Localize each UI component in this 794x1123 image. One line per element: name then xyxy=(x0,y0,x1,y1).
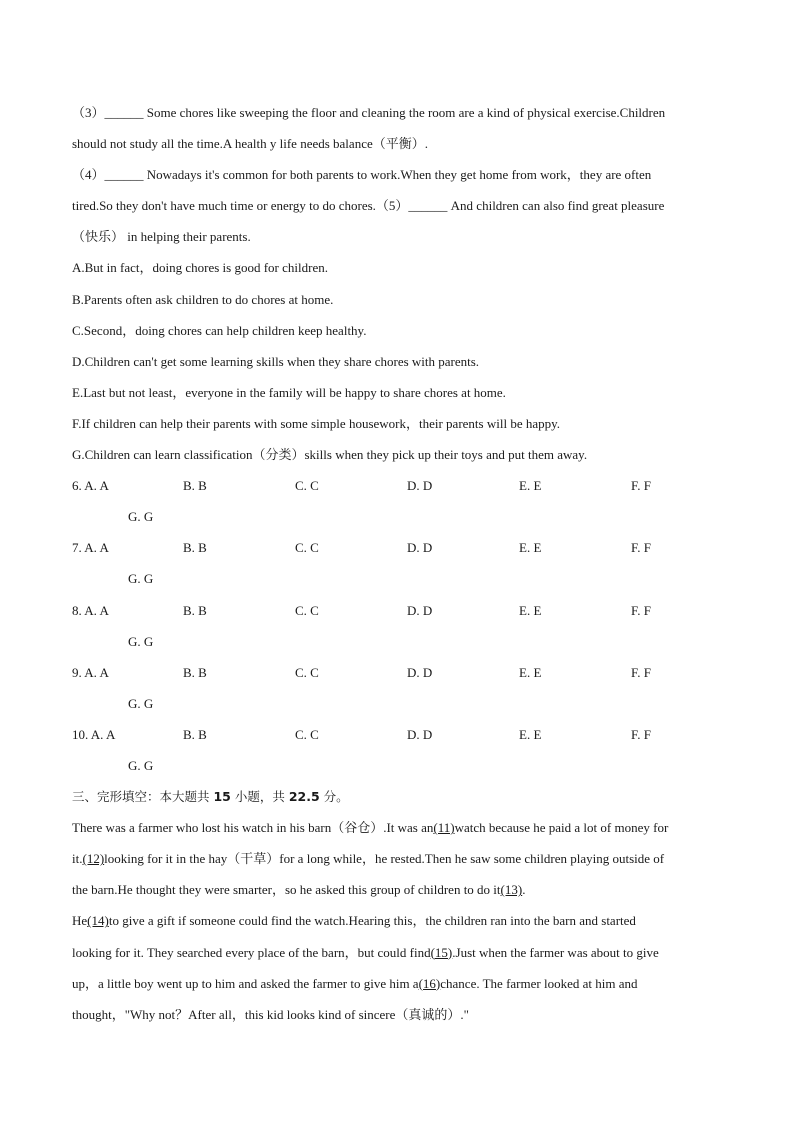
option-g[interactable]: G. G xyxy=(128,757,154,773)
section-count: 15 xyxy=(213,789,231,805)
option-g[interactable]: G. G xyxy=(128,509,154,525)
option-a[interactable]: 6. A. A xyxy=(72,478,109,494)
option-c[interactable]: C. C xyxy=(295,478,319,494)
cloze-line: thought，"Why not？After all，this kid looks kind of sincere（真诚的）." xyxy=(72,1006,469,1022)
section-suffix: 分。 xyxy=(319,789,349,805)
question-8-options-2 xyxy=(72,626,722,657)
passage-line: should not study all the time.A health y life needs balance（平衡）. xyxy=(72,136,428,152)
question-6-options xyxy=(72,470,722,501)
option-f[interactable]: F. F xyxy=(631,664,651,680)
option-b[interactable]: B. B xyxy=(183,478,207,494)
section-prefix: 三、完形填空：本大题共 xyxy=(72,789,214,805)
choice-d: D.Children can't get some learning skills when they share chores with parents. xyxy=(72,353,480,369)
option-b[interactable]: B. B xyxy=(183,602,207,618)
cloze-line: There was a farmer who lost his watch in his barn（谷仓）.It was an(11)watch because he paid a lot of money for xyxy=(72,820,669,836)
cloze-line: He(14)to give a gift if someone could find the watch.Hearing this，the children ran into the barn and started xyxy=(72,913,636,929)
question-10-options-2 xyxy=(72,750,722,781)
choice-a: A.But in fact，doing chores is good for children. xyxy=(72,260,328,276)
option-c[interactable]: C. C xyxy=(295,664,319,680)
option-a[interactable]: 8. A. A xyxy=(72,602,109,618)
option-e[interactable]: E. E xyxy=(519,602,542,618)
option-e[interactable]: E. E xyxy=(519,664,542,680)
question-6-options-2 xyxy=(72,501,722,532)
option-b[interactable]: B. B xyxy=(183,540,207,556)
choice-g: G.Children can learn classification（分类）skills when they pick up their toys and put them away. xyxy=(72,447,588,463)
option-a[interactable]: 10. A. A xyxy=(72,726,116,742)
option-c[interactable]: C. C xyxy=(295,726,319,742)
blank-12[interactable]: (12) xyxy=(82,851,105,867)
option-g[interactable]: G. G xyxy=(128,571,154,587)
option-g[interactable]: G. G xyxy=(128,695,154,711)
option-e[interactable]: E. E xyxy=(519,540,542,556)
question-9-options xyxy=(72,657,722,688)
blank-15[interactable]: (15) xyxy=(430,944,453,960)
option-c[interactable]: C. C xyxy=(295,540,319,556)
section-heading xyxy=(72,781,722,812)
option-b[interactable]: B. B xyxy=(183,726,207,742)
question-8-options xyxy=(72,595,722,626)
option-f[interactable]: F. F xyxy=(631,602,651,618)
passage-line: （3）______ Some chores like sweeping the floor and cleaning the room are a kind of physical exercise.Children xyxy=(72,105,666,120)
option-d[interactable]: D. D xyxy=(407,478,433,494)
option-d[interactable]: D. D xyxy=(407,540,433,556)
choice-e: E.Last but not least，everyone in the family will be happy to share chores at home. xyxy=(72,384,506,400)
cloze-line: up，a little boy went up to him and asked the farmer to give him a(16)chance. The farmer looked at him and xyxy=(72,975,638,991)
option-f[interactable]: F. F xyxy=(631,540,651,556)
cloze-line: looking for it. They searched every place of the barn，but could find(15).Just when the farmer was about to give xyxy=(72,944,659,960)
option-e[interactable]: E. E xyxy=(519,478,542,494)
cloze-line: it.(12)looking for it in the hay（干草）for a long while，he rested.Then he saw some children playing outside of xyxy=(72,851,665,867)
passage-line: （4）______ Nowadays it's common for both parents to work.When they get home from work，they are often xyxy=(72,167,652,183)
option-f[interactable]: F. F xyxy=(631,478,651,494)
choice-b: B.Parents often ask children to do chores at home. xyxy=(72,291,334,307)
passage-line: （快乐） in helping their parents. xyxy=(72,229,251,245)
option-g[interactable]: G. G xyxy=(128,633,154,649)
option-f[interactable]: F. F xyxy=(631,726,651,742)
option-a[interactable]: 9. A. A xyxy=(72,664,109,680)
cloze-line: the barn.He thought they were smarter，so he asked this group of children to do it(13). xyxy=(72,882,526,898)
option-e[interactable]: E. E xyxy=(519,726,542,742)
question-7-options-2 xyxy=(72,563,722,594)
blank-14[interactable]: (14) xyxy=(87,913,109,929)
section-score: 22.5 xyxy=(288,789,320,805)
question-10-options xyxy=(72,719,722,750)
choice-f: F.If children can help their parents with some simple housework，their parents will be happy. xyxy=(72,415,561,431)
blank-16[interactable]: (16) xyxy=(418,975,441,991)
choice-c: C.Second，doing chores can help children keep healthy. xyxy=(72,322,367,338)
section-mid: 小题，共 xyxy=(230,789,289,805)
option-d[interactable]: D. D xyxy=(407,726,433,742)
blank-13[interactable]: (13) xyxy=(500,882,523,898)
document-page xyxy=(72,97,722,1030)
question-7-options xyxy=(72,532,722,563)
option-d[interactable]: D. D xyxy=(407,602,433,618)
option-d[interactable]: D. D xyxy=(407,664,433,680)
blank-11[interactable]: (11) xyxy=(433,820,455,836)
option-a[interactable]: 7. A. A xyxy=(72,540,109,556)
option-b[interactable]: B. B xyxy=(183,664,207,680)
question-9-options-2 xyxy=(72,688,722,719)
option-c[interactable]: C. C xyxy=(295,602,319,618)
passage-line: tired.So they don't have much time or energy to do chores.（5）______ And children can also find great pleasure xyxy=(72,198,665,214)
